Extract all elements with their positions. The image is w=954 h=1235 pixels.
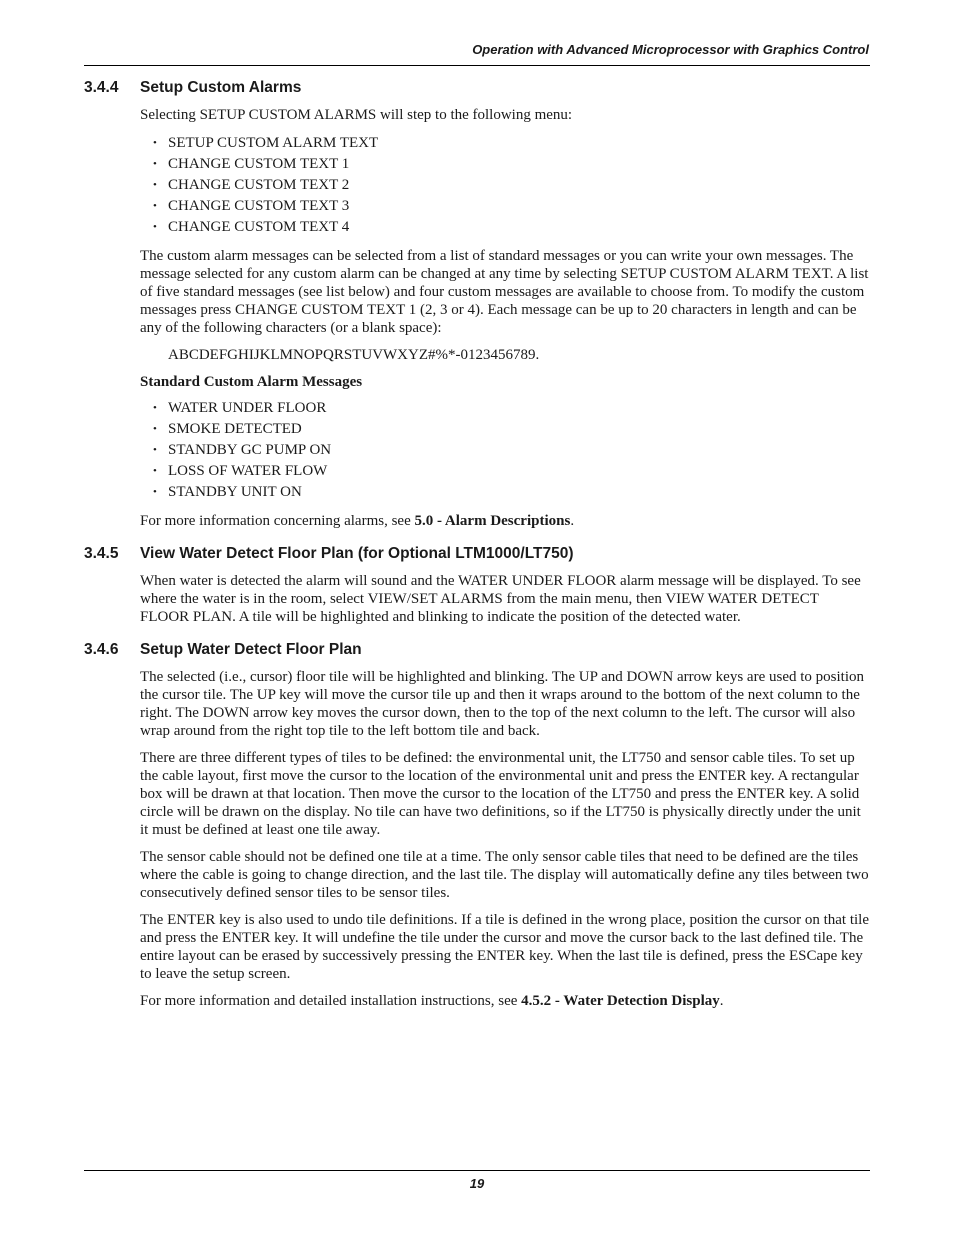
list-item: • WATER UNDER FLOOR [153,398,870,419]
footer-rule [84,1170,870,1171]
installation-reference-paragraph [140,992,870,1010]
character-set: ABCDEFGHIJKLMNOPQRSTUVWXYZ#%*-0123456789. [168,347,540,363]
intro-paragraph: Selecting SETUP CUSTOM ALARMS will step to the following menu: [140,107,573,123]
header-rule [84,65,870,66]
section-heading-3-4-6 [84,640,870,660]
section-title: View Water Detect Floor Plan (for Optional LTM1000/LT750) [140,545,574,562]
section-title: Setup Water Detect Floor Plan [140,641,362,658]
list-item: • CHANGE CUSTOM TEXT 3 [153,196,870,217]
section-number: 3.4.6 [84,641,119,658]
section-heading-3-4-4 [84,78,870,98]
section-body-3-4-6 [140,668,870,1010]
paragraph: The selected (i.e., cursor) floor tile will be highlighted and blinking. The UP and DOWN arrow keys are used to position the cursor tile. The UP key will move the cursor tile up and then it wraps around to the bottom of the next column to the right. The DOWN arrow key moves the cursor down, then to the top of the next column to the left. The cursor will also wrap around from the right top tile to the left bottom tile and back. [140,669,864,739]
section-number: 3.4.5 [84,545,119,562]
reference-suffix: . [719,993,724,1009]
reference-text: For more information concerning alarms, see [140,513,415,529]
running-header: Operation with Advanced Microprocessor with Graphics Control [472,42,869,57]
list-item: • CHANGE CUSTOM TEXT 4 [153,217,870,238]
section-number: 3.4.4 [84,79,119,96]
page-content [84,78,870,1019]
menu-list [140,133,870,238]
list-item: • SMOKE DETECTED [153,419,870,440]
cross-reference-link[interactable]: 4.5.2 - Water Detection Display [521,993,720,1009]
section-body-3-4-4 [140,106,870,530]
section-body-3-4-5 [140,572,870,626]
paragraph: When water is detected the alarm will sound and the WATER UNDER FLOOR alarm message will be displayed. To see where the water is in the room, select VIEW/SET ALARMS from the main menu, then VIEW WATER DETECT FLOOR PLAN. A tile will be highlighted and blinking to indicate the position of the detected water. [140,573,861,625]
standard-messages-list [140,398,870,503]
page-number: 19 [469,1176,485,1191]
list-item: • STANDBY GC PUMP ON [153,440,870,461]
alarm-reference-paragraph [140,512,870,530]
list-item: • CHANGE CUSTOM TEXT 2 [153,175,870,196]
paragraph: The sensor cable should not be defined one tile at a time. The only sensor cable tiles that need to be defined are the tiles where the cable is going to change direction, and the last tile. The display will automatically define any tiles between two consecutively defined sensor tiles to be sensor tiles. [140,849,869,901]
list-item: • SETUP CUSTOM ALARM TEXT [153,133,870,154]
reference-text: For more information and detailed installation instructions, see [140,993,522,1009]
paragraph: There are three different types of tiles to be defined: the environmental unit, the LT750 and sensor cable tiles. To set up the cable layout, first move the cursor to the location of the environmental unit and press the ENTER key. A rectangular box will be drawn at that location. Then move the cursor to the location of the LT750 and press the ENTER key. A solid circle will be drawn on the display. No tile can have two definitions, so if the LT750 is physically directly under the unit it must be defined at least one tile away. [140,750,861,838]
standard-messages-heading: Standard Custom Alarm Messages [140,374,363,390]
list-item: • STANDBY UNIT ON [153,482,870,503]
reference-suffix: . [570,513,575,529]
cross-reference-link[interactable]: 5.0 - Alarm Descriptions [414,513,571,529]
custom-messages-paragraph: The custom alarm messages can be selected from a list of standard messages or you can write your own messages. The message selected for any custom alarm can be changed at any time by selecting SETUP CUSTOM ALARM TEXT. A list of five standard messages (see list below) and four custom messages are available to choose from. To modify the custom messages press CHANGE CUSTOM TEXT 1 (2, 3 or 4). Each message can be up to 20 characters in length and can be any of the following characters (or a blank space): [140,248,869,336]
list-item: • LOSS OF WATER FLOW [153,461,870,482]
paragraph: The ENTER key is also used to undo tile definitions. If a tile is defined in the wrong place, position the cursor on that tile and press the ENTER key. It will undefine the tile under the cursor and move the cursor back to the last defined tile. The entire layout can be erased by successively pressing the ENTER key. When the last tile is defined, press the ESCape key to leave the setup screen. [140,912,870,982]
list-item: • CHANGE CUSTOM TEXT 1 [153,154,870,175]
section-heading-3-4-5 [84,544,870,564]
section-title: Setup Custom Alarms [140,79,302,96]
